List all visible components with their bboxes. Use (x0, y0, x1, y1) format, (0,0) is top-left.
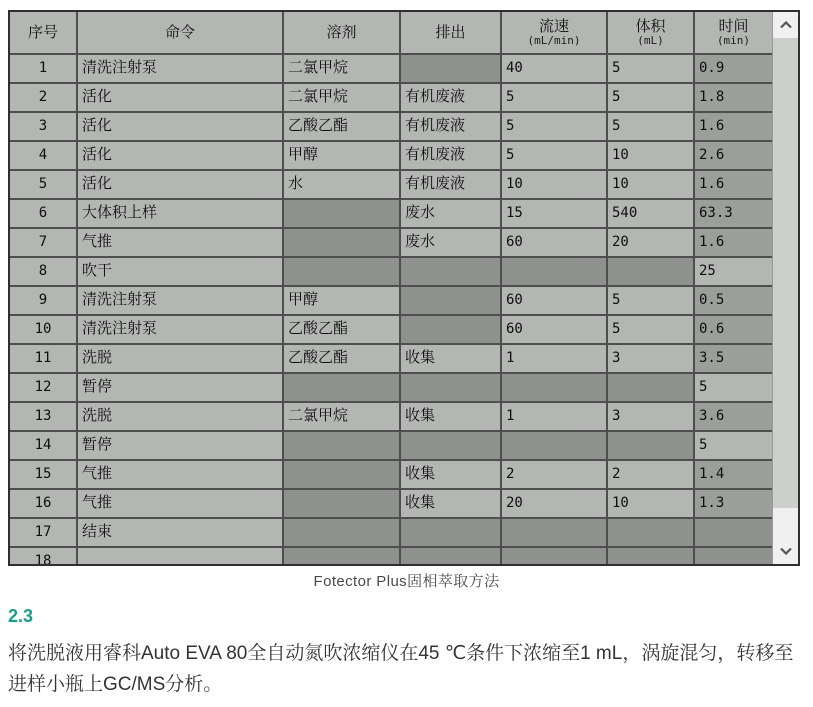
column-header-flow (502, 12, 606, 53)
column-header-label: 流速 (538, 17, 569, 35)
cell-solvent-row-16[interactable] (284, 490, 399, 517)
cell-command-row-3[interactable]: 活化 (78, 113, 282, 140)
cell-discharge-row-13[interactable]: 收集 (401, 403, 500, 430)
cell-solvent-row-13[interactable]: 二氯甲烷 (284, 403, 399, 430)
cell-discharge-row-7[interactable]: 废水 (401, 229, 500, 256)
cell-discharge-row-12[interactable] (401, 374, 500, 401)
cell-time-row-7[interactable]: 1.6 (695, 229, 772, 256)
cell-volume-row-2[interactable]: 5 (608, 84, 693, 111)
cell-solvent-row-12[interactable] (284, 374, 399, 401)
cell-index-row-2[interactable]: 2 (10, 84, 76, 111)
scroll-up-button[interactable] (773, 12, 798, 38)
cell-flow-row-12[interactable] (502, 374, 606, 401)
cell-volume-row-3[interactable]: 5 (608, 113, 693, 140)
cell-solvent-row-18[interactable] (284, 548, 399, 564)
cell-solvent-row-7[interactable] (284, 229, 399, 256)
cell-time-row-10[interactable]: 0.6 (695, 316, 772, 343)
cell-command-row-2[interactable]: 活化 (78, 84, 282, 111)
cell-flow-row-14[interactable] (502, 432, 606, 459)
cell-solvent-row-5[interactable]: 水 (284, 171, 399, 198)
cell-discharge-row-6[interactable]: 废水 (401, 200, 500, 227)
cell-solvent-row-4[interactable]: 甲醇 (284, 142, 399, 169)
cell-volume-row-17[interactable] (608, 519, 693, 546)
cell-time-row-15[interactable]: 1.4 (695, 461, 772, 488)
spe-method-table (8, 10, 800, 566)
cell-flow-row-15[interactable]: 2 (502, 461, 606, 488)
cell-time-row-18[interactable] (695, 548, 772, 564)
column-header-label: 排出 (435, 23, 466, 41)
column-header-index (10, 12, 76, 53)
cell-discharge-row-11[interactable]: 收集 (401, 345, 500, 372)
cell-solvent-row-3[interactable]: 乙酸乙酯 (284, 113, 399, 140)
cell-index-row-12[interactable]: 12 (10, 374, 76, 401)
cell-index-row-7[interactable]: 7 (10, 229, 76, 256)
cell-flow-row-18[interactable] (502, 548, 606, 564)
cell-flow-row-8[interactable] (502, 258, 606, 285)
cell-index-row-10[interactable]: 10 (10, 316, 76, 343)
cell-solvent-row-6[interactable] (284, 200, 399, 227)
column-header-unit: (mL/min) (527, 33, 581, 47)
cell-command-row-17[interactable]: 结束 (78, 519, 282, 546)
column-header-label: 命令 (164, 23, 195, 41)
column-header-volume (608, 12, 693, 53)
cell-time-row-9[interactable]: 0.5 (695, 287, 772, 314)
cell-index-row-13[interactable]: 13 (10, 403, 76, 430)
scrollbar-thumb[interactable] (773, 38, 798, 508)
cell-flow-row-16[interactable]: 20 (502, 490, 606, 517)
cell-command-row-4[interactable]: 活化 (78, 142, 282, 169)
cell-solvent-row-10[interactable]: 乙酸乙酯 (284, 316, 399, 343)
cell-command-row-9[interactable]: 清洗注射泵 (78, 287, 282, 314)
cell-flow-row-11[interactable]: 1 (502, 345, 606, 372)
cell-flow-row-6[interactable]: 15 (502, 200, 606, 227)
cell-solvent-row-1[interactable]: 二氯甲烷 (284, 55, 399, 82)
cell-solvent-row-9[interactable]: 甲醇 (284, 287, 399, 314)
chevron-down-icon (780, 542, 792, 560)
cell-command-row-10[interactable]: 清洗注射泵 (78, 316, 282, 343)
scroll-down-button[interactable] (773, 538, 798, 564)
cell-flow-row-17[interactable] (502, 519, 606, 546)
cell-flow-row-3[interactable]: 5 (502, 113, 606, 140)
cell-command-row-5[interactable]: 活化 (78, 171, 282, 198)
cell-volume-row-5[interactable]: 10 (608, 171, 693, 198)
cell-command-row-7[interactable]: 气推 (78, 229, 282, 256)
cell-command-row-13[interactable]: 洗脱 (78, 403, 282, 430)
cell-flow-row-5[interactable]: 10 (502, 171, 606, 198)
cell-command-row-12[interactable]: 暂停 (78, 374, 282, 401)
cell-flow-row-2[interactable]: 5 (502, 84, 606, 111)
cell-volume-row-16[interactable]: 10 (608, 490, 693, 517)
cell-time-row-3[interactable]: 1.6 (695, 113, 772, 140)
cell-time-row-13[interactable]: 3.6 (695, 403, 772, 430)
cell-volume-row-11[interactable]: 3 (608, 345, 693, 372)
chevron-up-icon (780, 16, 792, 34)
cell-flow-row-7[interactable]: 60 (502, 229, 606, 256)
cell-discharge-row-10[interactable] (401, 316, 500, 343)
cell-time-row-11[interactable]: 3.5 (695, 345, 772, 372)
scrollbar-track[interactable] (773, 508, 798, 538)
cell-index-row-9[interactable]: 9 (10, 287, 76, 314)
cell-flow-row-9[interactable]: 60 (502, 287, 606, 314)
cell-solvent-row-8[interactable] (284, 258, 399, 285)
cell-time-row-16[interactable]: 1.3 (695, 490, 772, 517)
body-paragraph: 将洗脱液用睿科Auto EVA 80全自动氮吹浓缩仪在45 ℃条件下浓缩至1 mL，涡旋混匀，转移至进样小瓶上GC/MS分析。 (8, 643, 794, 695)
column-header-unit: (min) (716, 33, 751, 47)
cell-discharge-row-14[interactable] (401, 432, 500, 459)
cell-solvent-row-11[interactable]: 乙酸乙酯 (284, 345, 399, 372)
cell-discharge-row-2[interactable]: 有机废液 (401, 84, 500, 111)
cell-index-row-1[interactable]: 1 (10, 55, 76, 82)
cell-index-row-18[interactable]: 18 (10, 548, 76, 564)
cell-time-row-4[interactable]: 2.6 (695, 142, 772, 169)
column-header-unit: (mL) (637, 33, 664, 47)
cell-discharge-row-5[interactable]: 有机废液 (401, 171, 500, 198)
cell-volume-row-4[interactable]: 10 (608, 142, 693, 169)
method-grid (10, 12, 772, 564)
cell-time-row-14[interactable]: 5 (695, 432, 772, 459)
cell-discharge-row-1[interactable] (401, 55, 500, 82)
cell-solvent-row-14[interactable] (284, 432, 399, 459)
vertical-scrollbar[interactable] (772, 12, 798, 564)
cell-solvent-row-17[interactable] (284, 519, 399, 546)
cell-discharge-row-15[interactable]: 收集 (401, 461, 500, 488)
cell-time-row-1[interactable]: 0.9 (695, 55, 772, 82)
column-header-label: 溶剂 (326, 23, 357, 41)
cell-volume-row-8[interactable] (608, 258, 693, 285)
column-header-discharge (401, 12, 500, 53)
column-header-label: 体积 (635, 17, 666, 35)
method-grid-viewport (10, 12, 772, 564)
cell-discharge-row-8[interactable] (401, 258, 500, 285)
cell-flow-row-10[interactable]: 60 (502, 316, 606, 343)
cell-volume-row-15[interactable]: 2 (608, 461, 693, 488)
cell-time-row-17[interactable] (695, 519, 772, 546)
cell-flow-row-4[interactable]: 5 (502, 142, 606, 169)
cell-index-row-16[interactable]: 16 (10, 490, 76, 517)
cell-command-row-11[interactable]: 洗脱 (78, 345, 282, 372)
cell-volume-row-14[interactable] (608, 432, 693, 459)
section-number: 2.3 (8, 606, 34, 626)
cell-discharge-row-18[interactable] (401, 548, 500, 564)
cell-volume-row-18[interactable] (608, 548, 693, 564)
cell-solvent-row-15[interactable] (284, 461, 399, 488)
cell-command-row-8[interactable]: 吹干 (78, 258, 282, 285)
column-header-label: 序号 (27, 23, 58, 41)
cell-solvent-row-2[interactable]: 二氯甲烷 (284, 84, 399, 111)
cell-index-row-4[interactable]: 4 (10, 142, 76, 169)
cell-flow-row-1[interactable]: 40 (502, 55, 606, 82)
figure-caption: Fotector Plus固相萃取方法 (313, 573, 500, 590)
column-header-time (695, 12, 772, 53)
cell-command-row-6[interactable]: 大体积上样 (78, 200, 282, 227)
cell-discharge-row-9[interactable] (401, 287, 500, 314)
cell-volume-row-6[interactable]: 540 (608, 200, 693, 227)
cell-discharge-row-16[interactable]: 收集 (401, 490, 500, 517)
column-header-solvent (284, 12, 399, 53)
cell-time-row-12[interactable]: 5 (695, 374, 772, 401)
cell-time-row-5[interactable]: 1.6 (695, 171, 772, 198)
cell-index-row-3[interactable]: 3 (10, 113, 76, 140)
cell-index-row-6[interactable]: 6 (10, 200, 76, 227)
cell-discharge-row-17[interactable] (401, 519, 500, 546)
cell-discharge-row-3[interactable]: 有机废液 (401, 113, 500, 140)
cell-index-row-15[interactable]: 15 (10, 461, 76, 488)
cell-flow-row-13[interactable]: 1 (502, 403, 606, 430)
cell-volume-row-10[interactable]: 5 (608, 316, 693, 343)
cell-discharge-row-4[interactable]: 有机废液 (401, 142, 500, 169)
cell-time-row-2[interactable]: 1.8 (695, 84, 772, 111)
cell-volume-row-12[interactable] (608, 374, 693, 401)
cell-command-row-1[interactable]: 清洗注射泵 (78, 55, 282, 82)
cell-volume-row-1[interactable]: 5 (608, 55, 693, 82)
cell-command-row-14[interactable]: 暂停 (78, 432, 282, 459)
cell-command-row-18[interactable] (78, 548, 282, 564)
cell-time-row-8[interactable]: 25 (695, 258, 772, 285)
cell-index-row-17[interactable]: 17 (10, 519, 76, 546)
cell-command-row-16[interactable]: 气推 (78, 490, 282, 517)
column-header-command (78, 12, 282, 53)
cell-index-row-14[interactable]: 14 (10, 432, 76, 459)
cell-volume-row-13[interactable]: 3 (608, 403, 693, 430)
column-header-label: 时间 (718, 17, 749, 35)
cell-index-row-8[interactable]: 8 (10, 258, 76, 285)
cell-time-row-6[interactable]: 63.3 (695, 200, 772, 227)
cell-index-row-11[interactable]: 11 (10, 345, 76, 372)
cell-volume-row-9[interactable]: 5 (608, 287, 693, 314)
cell-volume-row-7[interactable]: 20 (608, 229, 693, 256)
cell-index-row-5[interactable]: 5 (10, 171, 76, 198)
cell-command-row-15[interactable]: 气推 (78, 461, 282, 488)
